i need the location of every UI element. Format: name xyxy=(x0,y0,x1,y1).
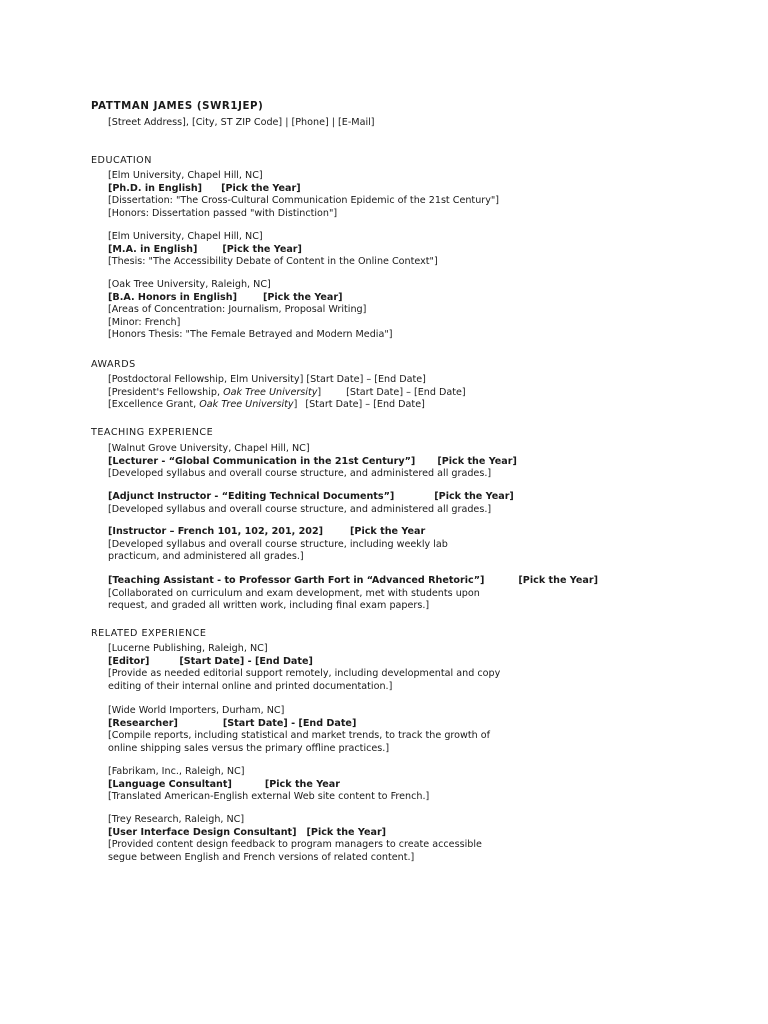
awards-list xyxy=(108,374,466,412)
teaching-assistant xyxy=(108,575,598,613)
section-title-education: EDUCATION xyxy=(91,155,152,166)
ba-degree: [B.A. Honors in English] xyxy=(108,291,237,303)
language-desc: [Translated American-English external Web site content to French.] xyxy=(108,791,430,803)
related-language-consultant xyxy=(108,766,429,804)
ba-year: [Pick the Year] xyxy=(262,291,343,303)
ta-desc-1: [Collaborated on curriculum and exam development, met with students upon xyxy=(108,587,480,599)
ta-year: [Pick the Year] xyxy=(518,575,598,586)
teaching-adjunct xyxy=(108,491,514,516)
ba-minor: [Minor: French] xyxy=(108,316,181,328)
researcher-line xyxy=(108,718,490,731)
language-year: [Pick the Year xyxy=(264,778,340,790)
adjunct-year: [Pick the Year] xyxy=(434,491,514,502)
editor-desc-2: editing of their internal online and printed documentation.] xyxy=(108,680,393,692)
ma-thesis: [Thesis: "The Accessibility Debate of Content in the Online Context"] xyxy=(108,256,438,268)
instructor-role: [Instructor – French 101, 102, 201, 202] xyxy=(108,526,324,537)
award-3: [Excellence Grant, Oak Tree University] [Start Date] – [End Date] xyxy=(108,399,425,411)
ma-degree-line xyxy=(108,244,438,257)
award-3-dates: [Start Date] – [End Date] xyxy=(305,399,425,411)
section-title-teaching: TEACHING EXPERIENCE xyxy=(91,427,214,438)
adjunct-desc: [Developed syllabus and overall course structure, and administered all grades.] xyxy=(108,503,492,515)
adjunct-line xyxy=(108,491,514,504)
editor-dates: [Start Date] - [End Date] xyxy=(179,655,313,667)
section-title-awards: AWARDS xyxy=(91,359,136,370)
section-title-related: RELATED EXPERIENCE xyxy=(91,628,207,639)
phd-honors: [Honors: Dissertation passed "with Distinction"] xyxy=(108,207,338,219)
language-org: [Fabrikam, Inc., Raleigh, NC] xyxy=(108,766,245,777)
ui-year: [Pick the Year] xyxy=(306,826,387,838)
lecturer-role: [Lecturer - “Global Communication in the 21st Century”] xyxy=(108,455,416,467)
award-2: [President's Fellowship, Oak Tree University] [Start Date] – [End Date] xyxy=(108,386,466,398)
award-1: [Postdoctoral Fellowship, Elm University] [Start Date] – [End Date] xyxy=(108,374,426,385)
adjunct-role: [Adjunct Instructor - “Editing Technical Documents”] xyxy=(108,491,395,502)
phd-year: [Pick the Year] xyxy=(221,182,301,194)
ba-degree-line xyxy=(108,292,393,305)
related-researcher xyxy=(108,705,490,755)
ba-concentration: [Areas of Concentration: Journalism, Proposal Writing] xyxy=(108,304,367,316)
instructor-year: [Pick the Year xyxy=(350,526,426,537)
phd-school: [Elm University, Chapel Hill, NC] xyxy=(108,170,263,181)
researcher-desc-2: online shipping sales versus the primary offline practices.] xyxy=(108,742,390,754)
teaching-school: [Walnut Grove University, Chapel Hill, NC] xyxy=(108,443,310,454)
lecturer-desc: [Developed syllabus and overall course structure, and administered all grades.] xyxy=(108,468,492,480)
ta-line xyxy=(108,575,598,588)
lecturer-line xyxy=(108,456,517,469)
phd-dissertation: [Dissertation: "The Cross-Cultural Communication Epidemic of the 21st Century"] xyxy=(108,195,500,207)
related-ui-consultant xyxy=(108,814,482,864)
researcher-org: [Wide World Importers, Durham, NC] xyxy=(108,705,285,716)
lecturer-year: [Pick the Year] xyxy=(437,455,517,467)
phd-degree-line xyxy=(108,183,499,196)
ui-org: [Trey Research, Raleigh, NC] xyxy=(108,814,245,825)
ba-school: [Oak Tree University, Raleigh, NC] xyxy=(108,279,271,290)
editor-role: [Editor] xyxy=(108,655,150,667)
contact-line: [Street Address], [City, ST ZIP Code] | [Phone] | [E-Mail] xyxy=(108,117,375,128)
researcher-dates: [Start Date] - [End Date] xyxy=(222,717,357,729)
award-2-org: Oak Tree University xyxy=(223,386,318,398)
award-3-org: Oak Tree University xyxy=(199,399,294,411)
ui-desc-1: [Provided content design feedback to program managers to create accessible xyxy=(108,839,482,851)
researcher-role: [Researcher] xyxy=(108,717,178,729)
ma-degree: [M.A. in English] xyxy=(108,243,198,255)
editor-line xyxy=(108,656,500,669)
instructor-line xyxy=(108,526,448,539)
teaching-lecturer xyxy=(108,443,517,481)
education-phd xyxy=(108,170,499,220)
education-ma xyxy=(108,231,438,269)
education-ba xyxy=(108,279,393,342)
phd-degree: [Ph.D. in English] xyxy=(108,182,203,194)
related-editor xyxy=(108,643,500,693)
ta-desc-2: request, and graded all written work, including final exam papers.] xyxy=(108,600,430,612)
candidate-name: PATTMAN JAMES (SWR1JEP) xyxy=(91,101,264,112)
ma-year: [Pick the Year] xyxy=(222,243,302,255)
ma-school: [Elm University, Chapel Hill, NC] xyxy=(108,231,263,242)
ui-role: [User Interface Design Consultant] xyxy=(108,826,297,838)
researcher-desc-1: [Compile reports, including statistical and market trends, to track the growth of xyxy=(108,730,491,742)
editor-org: [Lucerne Publishing, Raleigh, NC] xyxy=(108,643,268,654)
ta-role: [Teaching Assistant - to Professor Garth Fort in “Advanced Rhetoric”] xyxy=(108,575,485,586)
award-2-dates: [Start Date] – [End Date] xyxy=(346,386,466,398)
ui-desc-2: segue between English and French versions of related content.] xyxy=(108,851,415,863)
language-role: [Language Consultant] xyxy=(108,778,232,790)
language-line xyxy=(108,779,429,792)
teaching-instructor xyxy=(108,526,448,564)
ba-thesis: [Honors Thesis: "The Female Betrayed and Modern Media"] xyxy=(108,329,393,341)
instructor-desc-1: [Developed syllabus and overall course structure, including weekly lab xyxy=(108,538,448,550)
instructor-desc-2: practicum, and administered all grades.] xyxy=(108,551,304,563)
editor-desc-1: [Provide as needed editorial support remotely, including developmental and copy xyxy=(108,668,501,680)
ui-line xyxy=(108,827,482,840)
